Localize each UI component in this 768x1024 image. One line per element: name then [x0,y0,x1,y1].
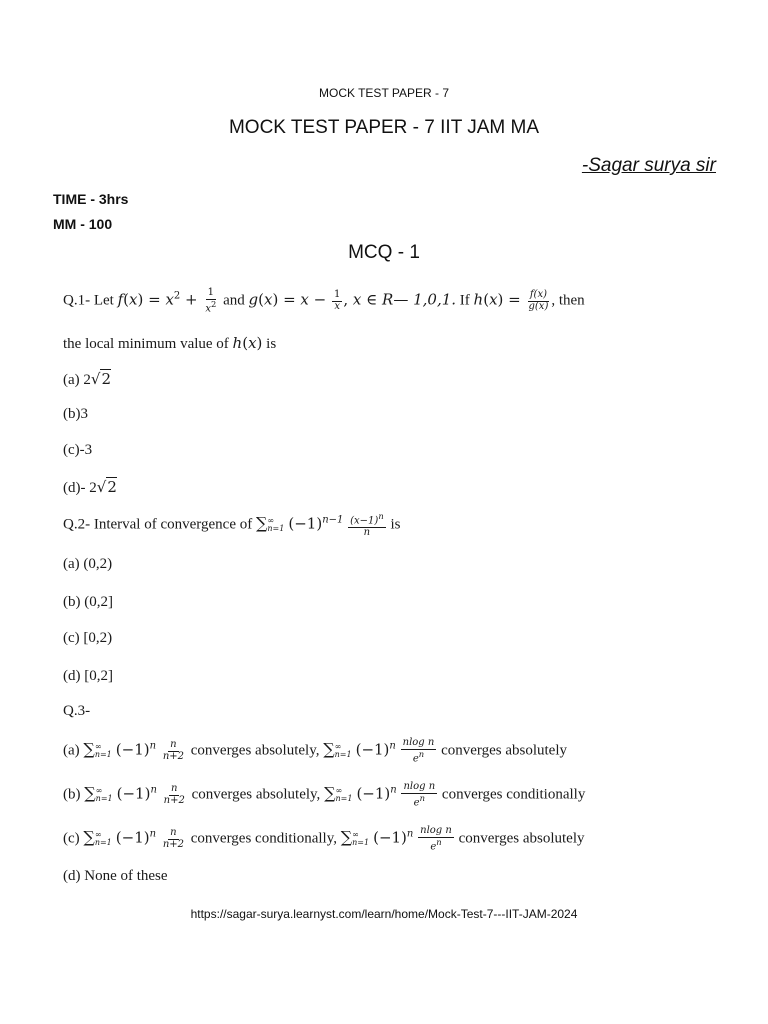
q3-option-b: (b) ∑ ∞ n=1 $(-1)^n$ $\frac{n}{n+2}$ converges absolutely, ∑ ∞ n=1 $(-1)^n$ $\frac{\text{nlog n}}{e^n}$ converges conditionally [63,781,586,808]
q1-line2: the local minimum value of h(x) is [63,334,277,352]
q3-option-b-prefix: (b) [63,786,81,803]
q1-is-text: is [266,336,277,352]
q3-label: Q.3- [63,703,91,719]
q3-option-c-prefix: (c) [63,830,80,847]
q1-option-a-label: (a) 2 [63,372,91,388]
q1-option-b: (b)3 [63,406,88,422]
marks-label: MM - 100 [53,216,113,232]
q1-statement: Q.1- Let $f(x) = x^2$ + $\frac{1}{x^2}$ and g(x) = x − $\frac{1}{x}$ , x ∈ R— 1,0,1. If h(x) = $\frac{f(x)}{g(x)}$ , then [63,287,585,314]
q3-option-d: (d) None of these [63,868,168,884]
q1-and-text: and [223,292,245,309]
q2-statement: Q.2- Interval of convergence of ∑ ∞ n=1 $(-1)^{n-1}$ $\frac{(x-1)^n}{n}$ is [63,511,401,538]
page-title: MOCK TEST PAPER - 7 IIT JAM MA [228,117,540,138]
q3-option-b-mid: converges absolutely, [191,786,321,803]
q2-option-b: (b) (0,2] [63,594,113,610]
q3-option-a: (a) ∑ ∞ n=1 $(-1)^n$ $\frac{n}{n+2}$ converges absolutely, ∑ ∞ n=1 $(-1)^n$ $\frac{\text{nlog n}}{e^n}$ converges absolutely [63,737,568,764]
q2-option-c: (c) [0,2) [63,630,113,646]
q1-option-a: (a) 2√2 [63,370,112,388]
q3-option-a-end: converges absolutely [441,742,568,759]
time-label: TIME - 3hrs [53,191,129,207]
q2-option-a: (a) (0,2) [63,556,113,572]
footer-url: https://sagar-surya.learnyst.com/learn/home/Mock-Test-7---IIT-JAM-2024 [190,907,578,921]
q1-if-text: If [459,292,470,309]
q1-line2-text: the local minimum value of [63,336,229,352]
q1-option-c: (c)-3 [63,442,93,458]
q1-label: Q.1- Let [63,292,114,309]
q3-option-c: (c) ∑ ∞ n=1 $(-1)^n$ $\frac{n}{n+2}$ converges conditionally, ∑ ∞ n=1 $(-1)^n$ $\frac{\text{nlog n}}{e^n}$ converges absolutely [63,825,585,852]
q1-then-text: , then [551,292,585,309]
header-small-title: MOCK TEST PAPER - 7 [318,86,450,100]
q1-option-d-label: (d)- 2 [63,480,97,496]
author-name: -Sagar surya sir [581,155,716,176]
q2-label: Q.2- Interval of convergence of [63,516,253,533]
q1-domain: R— 1,0,1. [382,290,457,309]
q3-option-a-mid: converges absolutely, [190,742,320,759]
q3-option-c-end: converges absolutely [458,830,585,847]
q2-option-d: (d) [0,2] [63,668,113,684]
q3-option-c-mid: converges conditionally, [190,830,337,847]
q3-option-b-end: converges conditionally [441,786,586,803]
q1-option-d: (d)- 2√2 [63,478,117,496]
q3-option-a-prefix: (a) [63,742,80,759]
q2-is-text: is [390,516,401,533]
section-title: MCQ - 1 [348,242,420,263]
